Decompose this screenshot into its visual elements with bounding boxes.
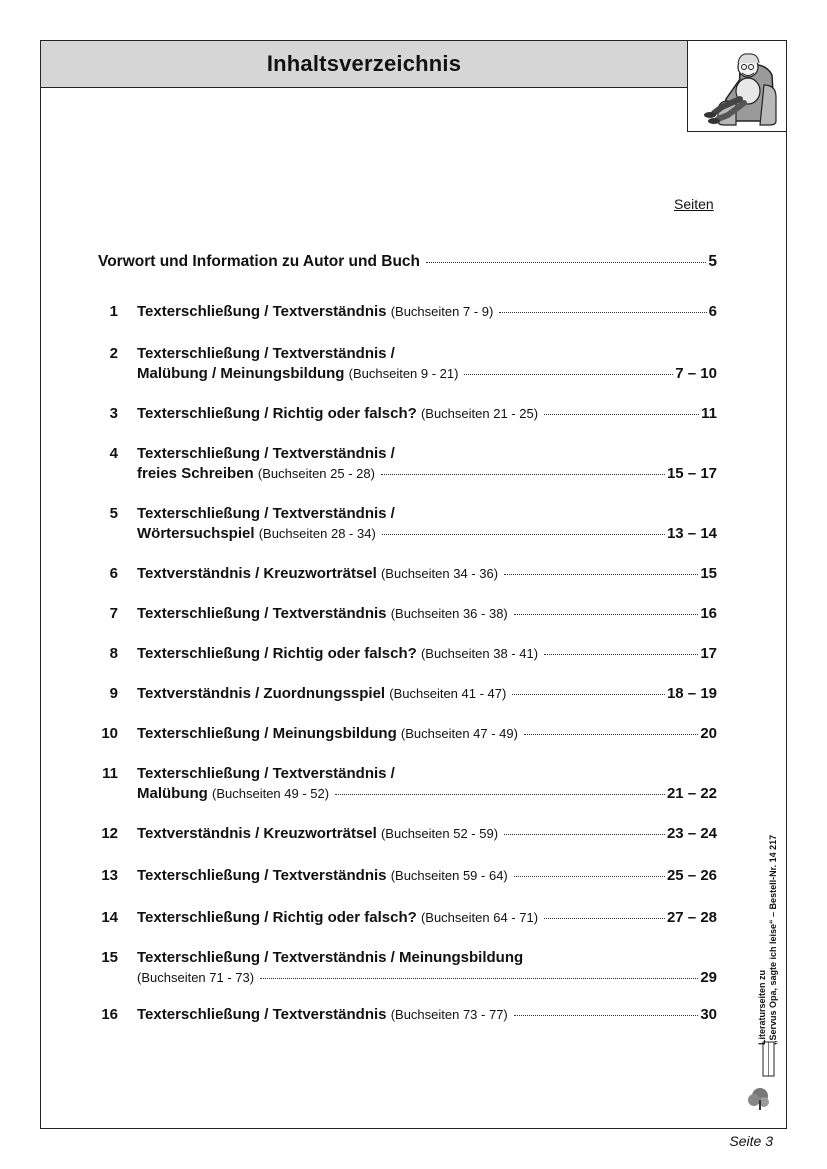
toc-entry-title: Texterschließung / Textverständnis bbox=[137, 303, 387, 320]
toc-number: 12 bbox=[101, 825, 118, 842]
page-title: Inhaltsverzeichnis bbox=[266, 51, 462, 76]
toc-entry-page: 30 bbox=[700, 1006, 717, 1023]
grandpa-armchair-icon bbox=[688, 41, 785, 130]
toc-entry-title: Texterschließung / Richtig oder falsch? bbox=[137, 909, 417, 926]
toc-entry-book-pages: (Buchseiten 49 - 52) bbox=[212, 786, 330, 801]
toc-entry-book-pages: (Buchseiten 7 - 9) bbox=[390, 304, 494, 319]
toc-entry-book-pages: (Buchseiten 71 - 73) bbox=[137, 970, 255, 985]
toc-entry-first-line: Texterschließung / Textverständnis / bbox=[137, 505, 395, 522]
toc-number: 1 bbox=[109, 303, 118, 320]
toc-number: 7 bbox=[109, 605, 118, 622]
toc-entry-book-pages: (Buchseiten 38 - 41) bbox=[420, 646, 539, 661]
toc-intro bbox=[98, 253, 717, 271]
toc-number: 3 bbox=[109, 405, 118, 422]
toc-entry bbox=[137, 465, 717, 482]
toc-entry-page: 11 bbox=[701, 405, 717, 422]
leader-dots bbox=[514, 1015, 699, 1016]
toc-entry-page: 15 – 17 bbox=[666, 465, 717, 482]
toc-number: 8 bbox=[109, 645, 118, 662]
toc-entry-title: Malübung bbox=[137, 785, 208, 802]
toc-number: 16 bbox=[101, 1006, 118, 1023]
toc-entry bbox=[137, 525, 717, 542]
toc-entry-title: Malübung / Meinungsbildung bbox=[137, 365, 345, 382]
publisher-logo bbox=[744, 1040, 780, 1112]
toc-entry-page: 7 – 10 bbox=[675, 365, 717, 382]
leader-dots bbox=[514, 614, 699, 615]
pages-column-header: Seiten bbox=[674, 196, 714, 212]
toc-entry-book-pages: (Buchseiten 34 - 36) bbox=[380, 566, 499, 581]
toc-entry-book-pages: (Buchseiten 59 - 64) bbox=[390, 868, 508, 883]
sidebar-line1: Literaturseiten zu bbox=[757, 969, 767, 1045]
toc-entry bbox=[137, 303, 717, 320]
toc-number: 2 bbox=[109, 345, 118, 362]
toc-entry bbox=[137, 405, 717, 422]
toc-entry bbox=[137, 867, 717, 884]
leader-dots bbox=[514, 876, 665, 877]
kohl-verlag-logo-icon bbox=[744, 1040, 780, 1112]
toc-number: 11 bbox=[102, 765, 118, 782]
leader-dots bbox=[499, 312, 706, 313]
toc-entry-first-line: Texterschließung / Textverständnis / bbox=[137, 765, 395, 782]
toc-number: 14 bbox=[101, 909, 118, 926]
toc-entry bbox=[137, 969, 717, 986]
leader-dots bbox=[544, 918, 665, 919]
toc-entry-book-pages: (Buchseiten 47 - 49) bbox=[400, 726, 518, 741]
toc-entry-book-pages: (Buchseiten 25 - 28) bbox=[257, 466, 375, 481]
toc-entry-page: 23 – 24 bbox=[666, 825, 717, 842]
toc-entry-title: Textverständnis / Kreuzworträtsel bbox=[137, 825, 377, 842]
toc-entry-page: 25 – 26 bbox=[666, 867, 717, 884]
leader-dots bbox=[260, 978, 698, 979]
toc-entry bbox=[137, 785, 717, 802]
toc-number: 6 bbox=[109, 565, 118, 582]
grandpa-illustration bbox=[687, 40, 787, 132]
toc-entry-book-pages: (Buchseiten 28 - 34) bbox=[258, 526, 376, 541]
toc-number: 10 bbox=[101, 725, 118, 742]
title-bar bbox=[40, 40, 688, 88]
toc-entry bbox=[137, 825, 717, 842]
toc-entry-book-pages: (Buchseiten 52 - 59) bbox=[380, 826, 499, 841]
page-number: Seite 3 bbox=[729, 1133, 773, 1149]
toc-entry-first-line: Texterschließung / Textverständnis / Meinungsbildung bbox=[137, 949, 524, 966]
toc-entry-book-pages: (Buchseiten 21 - 25) bbox=[420, 406, 539, 421]
toc-entry-page: 6 bbox=[708, 303, 717, 320]
toc-entry-title: Texterschließung / Richtig oder falsch? bbox=[137, 405, 417, 422]
leader-dots bbox=[381, 474, 665, 475]
toc-number: 15 bbox=[101, 949, 118, 966]
toc-entry-page: 13 – 14 bbox=[666, 525, 717, 542]
toc-entry-title: Textverständnis / Kreuzworträtsel bbox=[137, 565, 377, 582]
toc-entry bbox=[137, 909, 717, 926]
toc-entry-title: Texterschließung / Meinungsbildung bbox=[137, 725, 397, 742]
leader-dots bbox=[335, 794, 665, 795]
leader-dots bbox=[504, 834, 665, 835]
toc-entry-page: 18 – 19 bbox=[666, 685, 717, 702]
toc-entry-page: 15 bbox=[700, 565, 717, 582]
toc-number: 9 bbox=[109, 685, 118, 702]
toc-entry-title: Texterschließung / Textverständnis bbox=[137, 867, 387, 884]
toc-number: 13 bbox=[101, 867, 118, 884]
toc-entry-page: 20 bbox=[700, 725, 717, 742]
publisher-sidebar bbox=[757, 765, 791, 1045]
toc-intro-page: 5 bbox=[708, 253, 717, 270]
leader-dots bbox=[464, 374, 673, 375]
toc-entry-title: Texterschließung / Textverständnis bbox=[137, 1006, 387, 1023]
toc-entry-first-line: Texterschließung / Textverständnis / bbox=[137, 445, 395, 462]
toc-entry-page: 17 bbox=[700, 645, 717, 662]
toc-number: 5 bbox=[109, 505, 118, 522]
leader-dots bbox=[544, 414, 699, 415]
toc-intro-label: Vorwort und Information zu Autor und Buch bbox=[98, 253, 421, 270]
toc-entry-book-pages: (Buchseiten 9 - 21) bbox=[348, 366, 459, 381]
toc-entry-page: 21 – 22 bbox=[666, 785, 717, 802]
toc-entry-page: 29 bbox=[700, 969, 717, 986]
toc-entry-book-pages: (Buchseiten 36 - 38) bbox=[390, 606, 508, 621]
toc-number: 4 bbox=[109, 445, 118, 462]
leader-dots bbox=[512, 694, 665, 695]
toc-entry bbox=[137, 645, 717, 662]
toc-entry-book-pages: (Buchseiten 73 - 77) bbox=[390, 1007, 508, 1022]
leader-dots bbox=[544, 654, 698, 655]
toc-entry-title: Wörtersuchspiel bbox=[137, 525, 255, 542]
toc-entry-page: 16 bbox=[700, 605, 717, 622]
toc-entry-first-line: Texterschließung / Textverständnis / bbox=[137, 345, 395, 362]
toc-entry-title: Textverständnis / Zuordnungsspiel bbox=[137, 685, 386, 702]
leader-dots bbox=[524, 734, 698, 735]
toc-entry-title: freies Schreiben bbox=[137, 465, 254, 482]
sidebar-line2: „Servus Opa, sagte ich leise“ – Bestell-Nr. 14 217 bbox=[768, 834, 778, 1045]
toc-entry bbox=[137, 1006, 717, 1023]
leader-dots bbox=[426, 262, 706, 263]
toc-entry-title: Texterschließung / Richtig oder falsch? bbox=[137, 645, 417, 662]
toc-entry-title: Texterschließung / Textverständnis bbox=[137, 605, 387, 622]
leader-dots bbox=[504, 574, 698, 575]
toc-entry bbox=[137, 605, 717, 622]
toc-entry bbox=[137, 725, 717, 742]
toc-entry bbox=[137, 685, 717, 702]
toc-entry bbox=[137, 565, 717, 582]
leader-dots bbox=[382, 534, 665, 535]
toc-entry-page: 27 – 28 bbox=[666, 909, 717, 926]
toc-entry-book-pages: (Buchseiten 41 - 47) bbox=[389, 686, 507, 701]
toc-entry bbox=[137, 365, 717, 382]
toc-entry-book-pages: (Buchseiten 64 - 71) bbox=[420, 910, 539, 925]
